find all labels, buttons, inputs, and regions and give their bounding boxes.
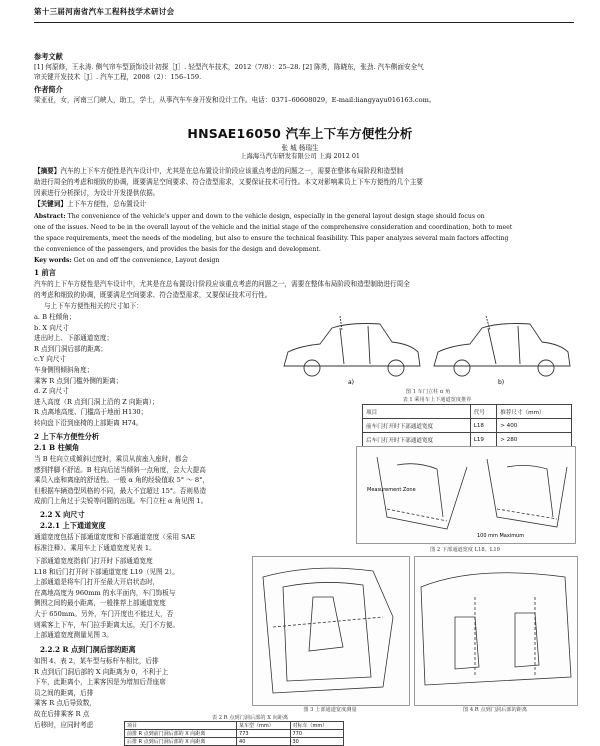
dimension-item: 进出时上、下部通道宽度； xyxy=(34,334,114,343)
figure-2-label-maximum: 100 mm Maximum xyxy=(477,533,525,539)
section-2-heading: 2 上下车方便性分析 xyxy=(34,432,100,441)
dimension-item: 进入高度（R 点到门洞上沿的 Z 向距离）； xyxy=(34,397,159,406)
abstract-cn-line-2: 助进行周全的考虑和细致的协调，既要满足空间要求、符合造型需求，又要保证技术可行性。本文对影响乘员上下车方便性的几个主要 xyxy=(34,178,424,186)
author-bio-text: 梁亚亚，女，河南三门峡人，助工，学士，从事汽车车身开发和设计工作。电话：0371–60608029，E-mail:liangyayu016163.com。 xyxy=(34,96,436,104)
section-2-1-heading: 2.1 B 柱倾角 xyxy=(34,443,80,452)
figure-3-caption: 图 3 上部通道宽度测量 xyxy=(303,707,357,713)
abstract-en-line-4: the convenience of the passengers, and provides the basis for the design and development. xyxy=(34,246,321,253)
figure-1-caption: 图 1 车门立柱 α 角 xyxy=(405,389,451,395)
abstract-en-line-1: Abstract: The convenience of the vehicle's upper and down to the vehicle design, especially in the general layout design stage should focus on xyxy=(34,213,485,220)
figure-1-drawing xyxy=(280,306,576,388)
dimension-item: 乘客 R 点到门槛外侧的距离； xyxy=(34,376,123,385)
section-2-2-heading: 2.2 X 向尺寸 xyxy=(40,510,85,519)
reference-line-2: 帘关键开发技术［J］. 汽车工程，2008（2）：156–159. xyxy=(34,73,202,81)
author-bio-heading: 作者简介 xyxy=(34,85,63,94)
paper-title: HNSAE16050 汽车上下车方便性分析 xyxy=(187,126,413,141)
table-row: 前排 R 点到前门洞后部的 X 向距离 773 770 xyxy=(125,730,344,738)
figure-1-label-b: b) xyxy=(498,379,505,386)
section-2-2-2-heading: 2.2.2 R 点到门洞后部的距离 xyxy=(40,645,136,654)
section-1-para-1b: 的考虑和细致的协调，既要满足空间要求、符合造型需求，又要保证技术可行性。 xyxy=(34,291,272,299)
table-row: 后车门打开时下部通道宽度 L19 > 280 xyxy=(363,433,572,447)
abstract-cn-line-1: 【摘要】汽车的上下车方便性是汽车设计中，尤其是在总布置设计阶段应该重点考虑的问题之一，需要在整体布局阶段和造型制 xyxy=(34,167,404,175)
abstract-en-line-2: one of the issues. Need to be in the overall layout of the vehicle and the initial stage of the comprehensive consideration and coordination, both to meet xyxy=(34,224,513,231)
dimension-item: R 点离地高度、门槛高于地面 H130； xyxy=(34,408,148,417)
dimension-item: 车身侧围倾斜角度； xyxy=(34,365,94,374)
section-2-2-1-text: 通道宽度包括下部通道宽度和下部通道宽度（采用 SAE 标准注释）。乘用车上下通道宽度见表 1。 xyxy=(34,533,196,552)
figure-3-drawing xyxy=(253,557,409,705)
abstract-cn-line-3: 因素进行分析探讨，为设计开发提供依据。 xyxy=(34,189,160,197)
figure-2-label-measurement: Measurement Zone xyxy=(367,487,416,493)
figure-2 xyxy=(356,446,576,544)
paper-authors: 张 城 杨瑞生 xyxy=(281,144,319,152)
keywords-en: Key words: Get on and off the convenience, Layout design xyxy=(34,257,220,264)
figure-4 xyxy=(414,556,578,706)
table-1-header-row: 项目 代号 推荐尺寸（mm） xyxy=(363,405,572,419)
section-1-para-1a: 汽车的上下车方便性是汽车设计中，尤其是在总布置设计阶段应该重点考虑的问题之一，需要在整体布局阶段和造型制助进行周全 xyxy=(34,280,410,288)
figure-4-drawing xyxy=(415,557,577,705)
section-1-para-2: 与上下车方便性相关的尺寸如下： xyxy=(44,302,143,310)
table-1-caption: 表 1 乘用车上下通道宽度推荐 xyxy=(402,397,472,403)
figure-4-caption: 图 4 R 点到门洞后部的距离 xyxy=(462,707,528,713)
section-2-2-1-heading: 2.2.1 上下通道宽度 xyxy=(40,521,106,530)
references-heading: 参考文献 xyxy=(34,52,63,61)
table-row: 后排 R 点到后门洞后部的 X 向距离 40 30 xyxy=(125,738,344,746)
dimension-item: a. B 柱倾角； xyxy=(34,313,76,321)
figure-2-drawing xyxy=(357,447,575,543)
table-2-header-row: 项目 某车型（mm） 对标车（mm） xyxy=(125,722,344,730)
table-1 xyxy=(362,404,572,447)
reference-line-1: [1] 何原修，王永涛. 侧气帘车型顶饰设计初探［J］. 轻型汽车技术，2012（7/8）：25–28. [2] 陈勇，陈晓东，张劲. 汽车侧面安全气 xyxy=(34,63,424,71)
keywords-cn: 【关键词】上下车方便性，总布置设计 xyxy=(34,200,147,208)
figure-1-label-a: a) xyxy=(348,379,355,386)
table-row: 前车门打开时下部通道宽度 L18 > 400 xyxy=(363,419,572,433)
figure-3 xyxy=(252,556,410,706)
section-2-2-1-detail: 下部通道宽度指前门打开时下部通道宽度 L18 和后门打开时下部通道宽度 L19（见图 2）。 上部通道是将车门打开至最大开启状态时， 在离地高度为 960mm 的水平面内，车门饰板与 侧围之间的最小距离，一般推荐上部通道宽度 大于 650mm。另外，车门开度也不能过大，否 则乘客上下车，车门拉手距离太远，关门不方便。 上部通道宽度测量见图 3。 xyxy=(34,557,180,640)
section-1-heading: 1 前言 xyxy=(34,268,56,277)
dimension-item: b. X 向尺寸 xyxy=(34,323,69,332)
keywords-en-label: Key words: xyxy=(34,257,72,264)
section-2-2-2-text: 如图 4、表 2，某车型与标杆车相比，后排 R 点到后门洞后部的 X 向距离为 0，不利于上 下车，此距离小，上乘客因是为增加后背座席 员之间的距离，后排 乘客 R 点后导致数， 故在后排乘客 R 点 后移时，应同时考虑 xyxy=(34,657,169,729)
abstract-cn-label: 【摘要】 xyxy=(34,167,61,175)
table-2 xyxy=(124,721,344,746)
section-2-1-text: 当 B 柱向立成倾斜过度时，乘员从前座入座时，都会 感到拌脚不舒适。B 柱向后适当倾斜一点角度，会大大提高 乘员入座和离座的舒适性。一般 α 角的经验值取 5° ～ 8°， 但根据车辆造型风格的不同，最大不宜超过 15°。否则易造 成前门上角过于尖锐等问题的出现。车门立柱 α 角见图 1。 xyxy=(34,455,209,506)
abstract-en-label: Abstract: xyxy=(34,213,66,220)
dimension-item: c.Y 向尺寸 xyxy=(34,355,67,364)
dimension-item: d. Z 向尺寸 xyxy=(34,387,69,396)
table-2-caption: 表 2 R 点到门洞后部的 X 向距离 xyxy=(211,715,289,721)
dimension-item: 转向盘下沿到座椅的上部距离 H74。 xyxy=(34,418,143,427)
header-rule xyxy=(34,22,574,23)
figure-1 xyxy=(280,306,576,388)
abstract-en-line-3: the space requirements, meet the needs of the modeling, but also to ensure the technical feasibility. This paper analyzes several main factors affecting xyxy=(34,235,509,242)
paper-affiliation: 上海海马汽车研发有限公司 上海 2012 01 xyxy=(240,152,360,160)
journal-header: 第十三届河南省汽车工程科技学术研讨会 xyxy=(34,7,175,16)
keywords-cn-label: 【关键词】 xyxy=(34,200,67,208)
figure-2-caption: 图 2 下部通道宽度 L18、L19 xyxy=(430,547,500,553)
dimension-item: R 点到门洞后部的距离； xyxy=(34,344,107,353)
